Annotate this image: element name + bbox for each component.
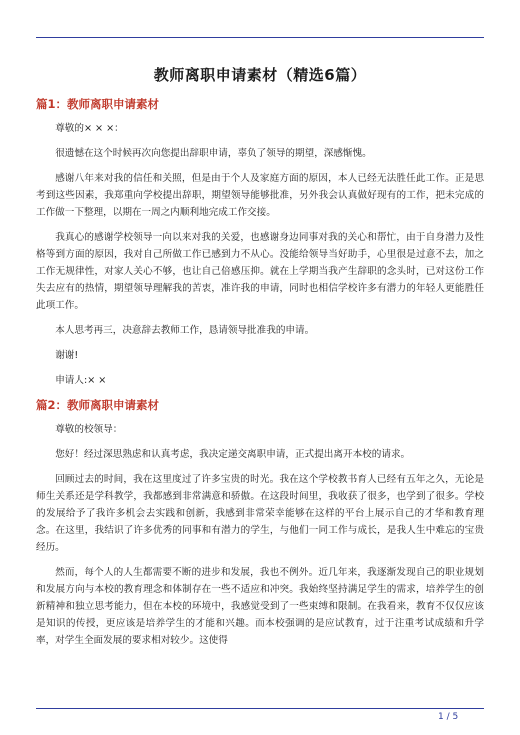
document-title: 教师离职申请素材（精选6篇） bbox=[153, 66, 367, 84]
salutation: 尊敬的校领导： bbox=[55, 424, 123, 435]
paragraph: 很遗憾在这个时候再次向您提出辞职申请，辜负了领导的期望，深感惭愧。 bbox=[55, 148, 372, 159]
section-heading: 篇1：教师离职申请素材 bbox=[36, 97, 160, 111]
footer-rule bbox=[36, 708, 484, 709]
closing-thanks: 谢谢! bbox=[55, 350, 79, 361]
paragraph: 感谢八年来对我的信任和关照，但是由于个人及家庭方面的原因，本人已经无法胜任此工作。正是思考到这些因素，我郑重向学校提出辞职，期望领导能够批准，另外我会认真做好现有的工作，把未完成的工作做一下整理，以期在一周之内顺利地完成工作交接。 bbox=[36, 173, 484, 218]
header-rule bbox=[36, 37, 484, 38]
paragraph: 回顾过去的时间，我在这里度过了许多宝贵的时光。我在这个学校教书育人已经有五年之久，无论是师生关系还是学科教学，我都感到非常满意和骄傲。在这段时间里，我收获了很多，也学到了很多。学校的发展给予了我许多机会去实践和创新，我感到非常荣幸能够在这样的平台上展示自己的才华和教育理念。在这里，我结识了许多优秀的同事和有潜力的学生，与他们一同工作与成长，是我人生中难忘的宝贵经历。 bbox=[36, 474, 484, 553]
paragraph: 本人思考再三，决意辞去教师工作，恳请领导批准我的申请。 bbox=[55, 325, 315, 336]
paragraph: 您好！经过深思熟虑和认真考虑，我决定递交离职申请，正式提出离开本校的请求。 bbox=[55, 449, 411, 460]
paragraph: 然而，每个人的人生都需要不断的进步和发展，我也不例外。近几年来，我逐渐发现自己的职业规划和发展方向与本校的教育理念和体制存在一些不适应和冲突。我始终坚持满足学生的需求，培养学生的创新精神和独立思考能力，但在本校的环境中，我感觉受到了一些束缚和限制。在我看来，教育不仅仅应该是知识的传授，更应该是培养学生的才能和兴趣。而本校强调的是应试教育，过于注重考试成绩和升学率，对学生全面发展的要求相对较少。这使得 bbox=[36, 567, 484, 646]
paragraph: 我真心的感谢学校领导一向以来对我的关爱，也感谢身边同事对我的关心和帮忙，由于自身潜力及性格等到方面的原因，我对自己所做工作已感到力不从心。没能给领导当好助手，心里很是过意不去，加之工作无规律性，对家人关心不够，也让自己倍感压抑。就在上学期当我产生辞职的念头时，已对这份工作失去应有的热情，期望领导理解我的苦衷，准许我的申请，同时也相信学校许多有潜力的年轻人更能胜任此项工作。 bbox=[36, 232, 484, 311]
salutation: 尊敬的× × ×： bbox=[55, 123, 124, 134]
section-1 bbox=[36, 96, 484, 389]
section-2 bbox=[36, 397, 484, 649]
section-heading: 篇2：教师离职申请素材 bbox=[36, 398, 160, 412]
page-indicator: 1 / 5 bbox=[438, 712, 459, 722]
document-body bbox=[36, 96, 484, 657]
signature-line: 申请人:× × bbox=[55, 375, 107, 386]
